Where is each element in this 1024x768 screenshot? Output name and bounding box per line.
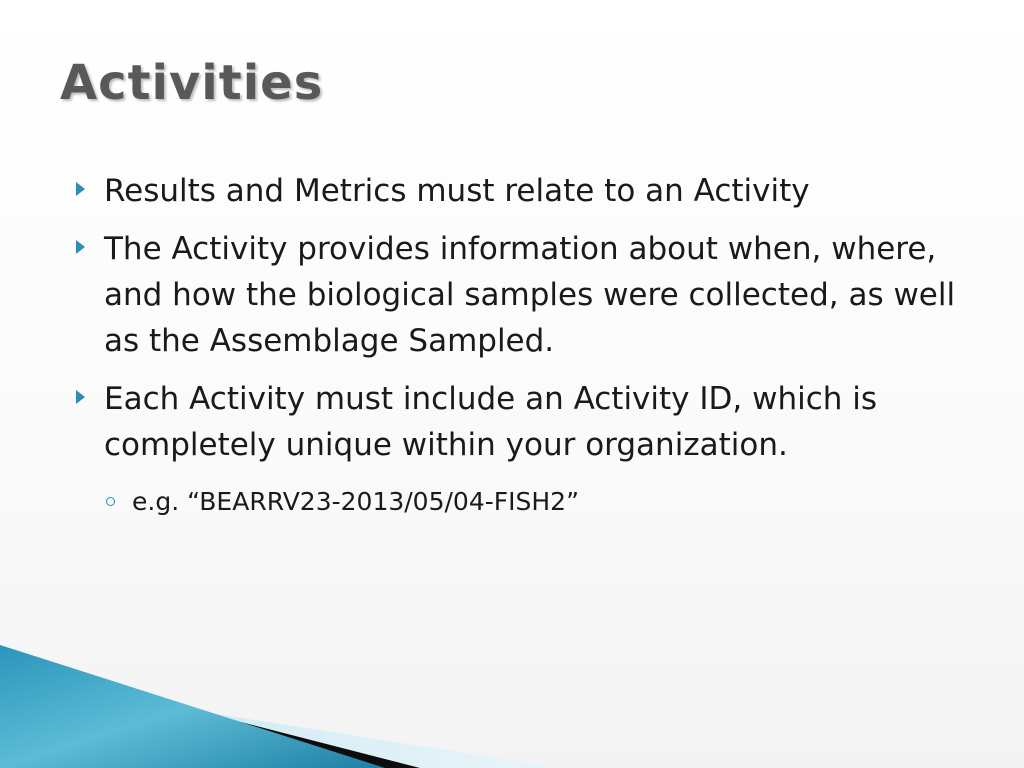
triangle-bullet-icon [76,182,85,196]
circle-bullet-icon [106,497,115,506]
slide-title: Activities [60,55,324,111]
bullet-item [74,226,974,364]
bullet-text: The Activity provides information about when, where, and how the biological samples were collected, as well as the Assemblage Sampled. [104,231,956,359]
sub-bullet-item [74,482,974,522]
sub-bullet-text: e.g. “BEARRV23-2013/05/04-FISH2” [132,487,580,516]
bullet-list [74,168,974,522]
bullet-text: Results and Metrics must relate to an Activity [104,173,810,209]
bullet-item [74,168,974,214]
bullet-item [74,376,974,468]
bullet-text: Each Activity must include an Activity ID, which is completely unique within your organization. [104,381,878,463]
triangle-bullet-icon [76,390,85,404]
triangle-bullet-icon [76,240,85,254]
